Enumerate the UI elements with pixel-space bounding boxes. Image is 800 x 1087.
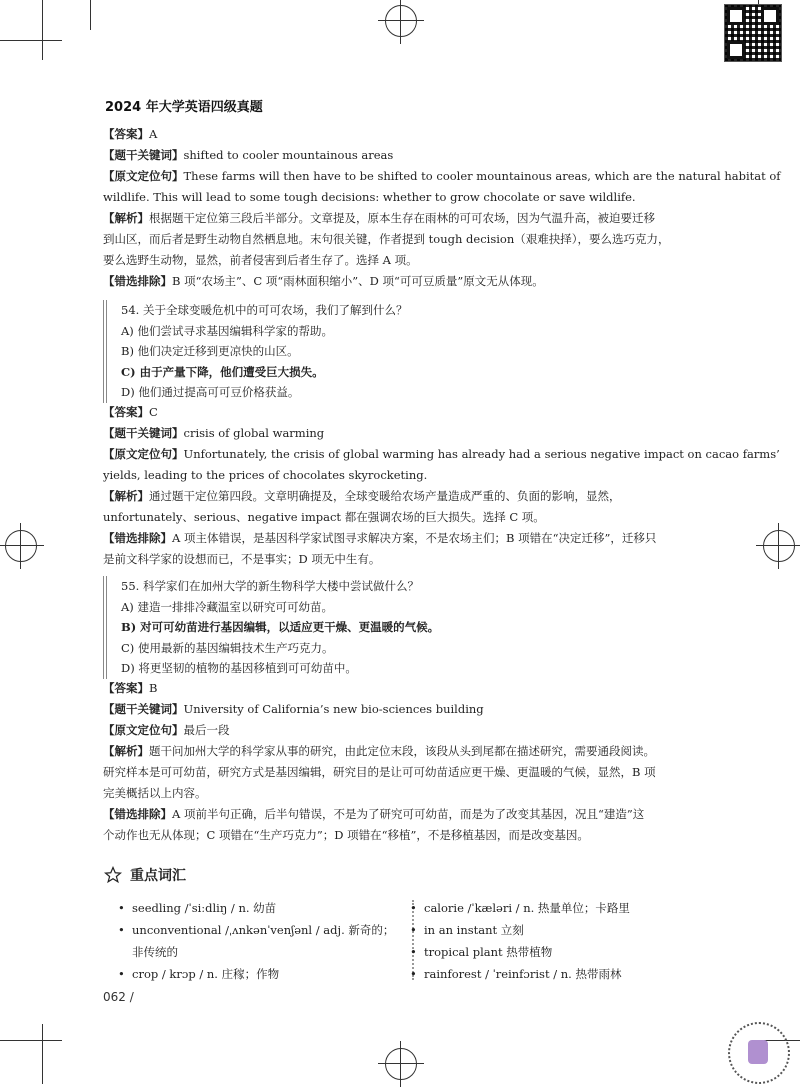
keyword-value: University of California’s new bio-sciences building <box>183 702 484 716</box>
qr-code-icon <box>724 4 782 62</box>
exclude-text: 个动作也无从体现；C 项错在“生产巧克力”；D 项错在“移植”，不是移植基因，而是改变基因。 <box>103 828 589 842</box>
vocab-item: • rainforest / ˈreinfɔrist / n. 热带雨林 <box>410 967 622 981</box>
keyword-value: shifted to cooler mountainous areas <box>183 148 394 162</box>
answer-value: B <box>149 681 158 695</box>
registration-mark <box>385 1048 417 1080</box>
vocab-item: • in an instant 立刻 <box>410 923 524 937</box>
vocab-item: • seedling /ˈsiːdliŋ / n. 幼苗 <box>118 901 277 915</box>
analysis-text: unfortunately、serious、negative impact 都在强调农场的巨大损失。选择 C 项。 <box>103 510 545 524</box>
source-tag: 【原文定位句】 <box>103 169 184 183</box>
registration-mark <box>763 530 795 562</box>
answer-value: A <box>149 127 158 141</box>
exclude-text: A 项前半句正确，后半句错误，不是为了研究可可幼苗，而是为了改变其基因，况且“建造”这 <box>172 807 645 821</box>
answer-tag: 【答案】 <box>103 405 149 419</box>
crop-mark <box>0 40 62 41</box>
vocab-item: • calorie /ˈkæləri / n. 热量单位；卡路里 <box>410 901 630 915</box>
option-a: A) 建造一排排冷藏温室以研究可可幼苗。 <box>121 599 333 614</box>
crop-mark <box>90 0 91 30</box>
keyword-tag: 【题干关键词】 <box>103 702 184 716</box>
exclude-text: 是前文科学家的设想而已，不是事实；D 项无中生有。 <box>103 552 381 566</box>
answer-tag: 【答案】 <box>103 127 149 141</box>
exclude-tag: 【错选排除】 <box>103 807 172 821</box>
analysis-text: 题干问加州大学的科学家从事的研究，由此定位末段，该段从头到尾都在描述研究，需要通段阅读。 <box>149 744 655 758</box>
exclude-text: B 项“农场主”、C 项“雨林面积缩小”、D 项“可可豆质量”原文无从体现。 <box>172 274 544 288</box>
question-54 <box>103 300 407 403</box>
source-tag: 【原文定位句】 <box>103 723 184 737</box>
question-55 <box>103 576 439 679</box>
exclude-tag: 【错选排除】 <box>103 274 172 288</box>
source-text: wildlife. This will lead to some tough decisions: whether to grow chocolate or save wildlife. <box>103 190 636 204</box>
source-text: 最后一段 <box>183 723 230 737</box>
analysis-tag: 【解析】 <box>103 211 149 225</box>
analysis-text: 到山区，而后者是野生动物自然栖息地。末句很关键，作者提到 tough decision（艰难抉择），要么选巧克力， <box>103 232 670 246</box>
keyword-tag: 【题干关键词】 <box>103 426 184 440</box>
seal-stamp-icon <box>728 1022 790 1084</box>
source-tag: 【原文定位句】 <box>103 447 184 461</box>
analysis-text: 完美概括以上内容。 <box>103 786 207 800</box>
analysis-text: 要么选野生动物，显然，前者侵害到后者生存了。选择 A 项。 <box>103 253 418 267</box>
answer-block-53 <box>103 124 781 292</box>
option-d: D) 将更坚韧的植物的基因移植到可可幼苗中。 <box>121 661 357 675</box>
vocab-heading-text: 重点词汇 <box>130 868 186 884</box>
source-text: These farms will then have to be shifted to cooler mountainous areas, which are the natural habitat of <box>183 169 781 183</box>
question-text: 55. 科学家们在加州大学的新生物科学大楼中尝试做什么？ <box>121 579 419 593</box>
registration-mark <box>385 5 417 37</box>
vocab-item: • tropical plant 热带植物 <box>410 945 553 959</box>
source-text: yields, leading to the prices of chocolates skyrocketing. <box>103 468 428 482</box>
page-number: 062 / <box>103 990 134 1004</box>
analysis-text: 通过题干定位第四段。文章明确提及，全球变暖给农场产量造成严重的、负面的影响，显然， <box>149 489 621 503</box>
answer-value: C <box>149 405 158 419</box>
answer-block-54 <box>103 402 780 570</box>
vocab-item: • unconventional /ˌʌnkənˈvenʃənl / adj. 新奇的； <box>118 923 395 937</box>
analysis-text: 研究样本是可可幼苗，研究方式是基因编辑，研究目的是让可可幼苗适应更干燥、更温暖的气候，显然，B 项 <box>103 765 656 779</box>
analysis-text: 根据题干定位第三段后半部分。文章提及，原本生存在雨林的可可农场，因为气温升高，被迫要迁移 <box>149 211 655 225</box>
vocab-list-right <box>410 897 630 985</box>
crop-mark <box>0 1040 62 1041</box>
option-c-correct: C) 由于产量下降，他们遭受巨大损失。 <box>121 364 324 379</box>
crop-mark <box>42 1024 43 1084</box>
vocab-heading <box>104 865 186 885</box>
analysis-tag: 【解析】 <box>103 744 149 758</box>
option-c: C) 使用最新的基因编辑技术生产巧克力。 <box>121 640 334 655</box>
keyword-value: crisis of global warming <box>183 426 325 440</box>
page-title: 2024 年大学英语四级真题 <box>105 100 263 115</box>
question-text: 54. 关于全球变暖危机中的可可农场，我们了解到什么？ <box>121 303 408 317</box>
answer-block-55 <box>103 678 693 846</box>
source-text: Unfortunately, the crisis of global warming has already had a serious negative impact on cacao farms’ <box>183 447 780 461</box>
answer-tag: 【答案】 <box>103 681 149 695</box>
star-icon <box>104 866 122 884</box>
registration-mark <box>5 530 37 562</box>
option-b-correct: B) 对可可幼苗进行基因编辑，以适应更干燥、更温暖的气候。 <box>121 620 440 634</box>
option-d: D) 他们通过提高可可豆价格获益。 <box>121 385 300 399</box>
option-a: A) 他们尝试寻求基因编辑科学家的帮助。 <box>121 323 333 338</box>
vocab-item: • crop / krɔp / n. 庄稼；作物 <box>118 967 280 981</box>
crop-mark <box>42 0 43 60</box>
exclude-text: A 项主体错误，是基因科学家试图寻求解决方案，不是农场主们；B 项错在“决定迁移”，迁移只 <box>172 531 657 545</box>
vocab-list-left <box>118 897 394 985</box>
analysis-tag: 【解析】 <box>103 489 149 503</box>
keyword-tag: 【题干关键词】 <box>103 148 184 162</box>
vocab-item-cont: 非传统的 <box>132 945 178 959</box>
option-b: B) 他们决定迁移到更凉快的山区。 <box>121 344 299 358</box>
exclude-tag: 【错选排除】 <box>103 531 172 545</box>
